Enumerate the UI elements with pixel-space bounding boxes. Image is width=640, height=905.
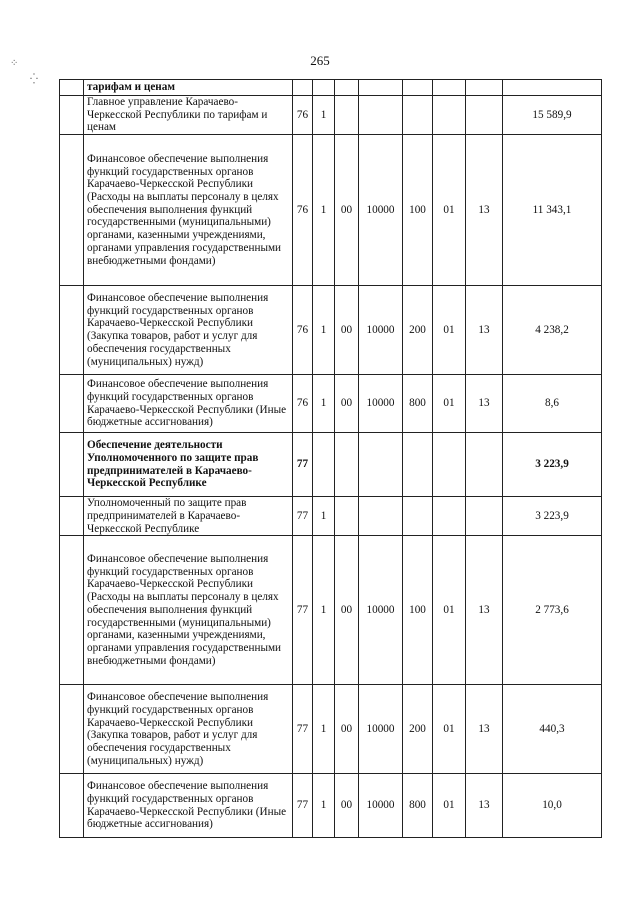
subprogram-cell: 01 xyxy=(433,774,466,838)
expense-type-cell: 200 xyxy=(403,685,433,774)
subprogram-cell xyxy=(433,497,466,536)
name-cell: тарифам и ценам xyxy=(84,80,293,96)
table-row xyxy=(60,286,602,375)
subprogram-cell: 01 xyxy=(433,286,466,375)
item-cell: 13 xyxy=(466,774,503,838)
table-row xyxy=(60,375,602,433)
amount-cell: 11 343,1 xyxy=(503,135,602,286)
item-cell: 13 xyxy=(466,685,503,774)
item-cell: 13 xyxy=(466,286,503,375)
table-row xyxy=(60,536,602,685)
section-cell: 1 xyxy=(313,135,335,286)
section-cell xyxy=(313,80,335,96)
section-cell: 1 xyxy=(313,375,335,433)
admin-code-cell xyxy=(293,80,313,96)
expense-type-cell: 100 xyxy=(403,536,433,685)
subsection-cell: 00 xyxy=(335,286,359,375)
subprogram-cell xyxy=(433,433,466,497)
name-cell: Финансовое обеспечение выполнения функций государственных органов Карачаево-Черкесской Республики (Закупка товаров, работ и услуг для обеспечения государственных (муниципальных) нужд) xyxy=(84,286,293,375)
program-cell xyxy=(359,433,403,497)
amount-cell: 2 773,6 xyxy=(503,536,602,685)
item-cell xyxy=(466,433,503,497)
subprogram-cell: 01 xyxy=(433,375,466,433)
expense-type-cell xyxy=(403,96,433,135)
scan-speck: ⁘ xyxy=(10,58,19,69)
item-cell: 13 xyxy=(466,536,503,685)
section-cell: 1 xyxy=(313,536,335,685)
subsection-cell: 00 xyxy=(335,685,359,774)
expense-type-cell xyxy=(403,433,433,497)
row-number-cell xyxy=(60,774,84,838)
subprogram-cell xyxy=(433,96,466,135)
row-number-cell xyxy=(60,375,84,433)
amount-cell: 8,6 xyxy=(503,375,602,433)
row-number-cell xyxy=(60,685,84,774)
admin-code-cell: 76 xyxy=(293,96,313,135)
section-cell xyxy=(313,433,335,497)
name-cell: Финансовое обеспечение выполнения функций государственных органов Карачаево-Черкесской Республики (Расходы на выплаты персоналу в целях обеспечения выполнения функций государственными (муниципальными) органами, казенными учреждениями, органами управления государственными внебюджетными фондами) xyxy=(84,536,293,685)
name-cell: Уполномоченный по защите прав предпринимателей в Карачаево-Черкесской Республике xyxy=(84,497,293,536)
name-cell: Финансовое обеспечение выполнения функций государственных органов Карачаево-Черкесской Республики (Иные бюджетные ассигнования) xyxy=(84,774,293,838)
section-cell: 1 xyxy=(313,286,335,375)
table-row xyxy=(60,96,602,135)
section-cell: 1 xyxy=(313,96,335,135)
item-cell xyxy=(466,80,503,96)
admin-code-cell: 77 xyxy=(293,774,313,838)
subprogram-cell: 01 xyxy=(433,685,466,774)
expense-type-cell: 800 xyxy=(403,774,433,838)
admin-code-cell: 77 xyxy=(293,433,313,497)
expense-type-cell: 200 xyxy=(403,286,433,375)
program-cell: 10000 xyxy=(359,685,403,774)
expense-type-cell xyxy=(403,80,433,96)
program-cell: 10000 xyxy=(359,536,403,685)
amount-cell: 10,0 xyxy=(503,774,602,838)
row-number-cell xyxy=(60,286,84,375)
table-body xyxy=(60,80,602,838)
name-cell: Обеспечение деятельности Уполномоченного по защите прав предпринимателей в Карачаево-Черкесской Республике xyxy=(84,433,293,497)
row-number-cell xyxy=(60,433,84,497)
subsection-cell xyxy=(335,96,359,135)
subprogram-cell: 01 xyxy=(433,536,466,685)
scan-speck: ⁛ xyxy=(30,74,38,85)
amount-cell: 440,3 xyxy=(503,685,602,774)
program-cell: 10000 xyxy=(359,286,403,375)
subprogram-cell: 01 xyxy=(433,135,466,286)
row-number-cell xyxy=(60,536,84,685)
admin-code-cell: 76 xyxy=(293,286,313,375)
table-row xyxy=(60,433,602,497)
row-number-cell xyxy=(60,135,84,286)
item-cell xyxy=(466,96,503,135)
program-cell: 10000 xyxy=(359,135,403,286)
admin-code-cell: 76 xyxy=(293,375,313,433)
subsection-cell: 00 xyxy=(335,774,359,838)
expense-type-cell: 100 xyxy=(403,135,433,286)
name-cell: Финансовое обеспечение выполнения функций государственных органов Карачаево-Черкесской Республики (Расходы на выплаты персоналу в целях обеспечения выполнения функций государственными (муниципальными) органами, казенными учреждениями, органами управления государственными внебюджетными фондами) xyxy=(84,135,293,286)
expense-type-cell xyxy=(403,497,433,536)
row-number-cell xyxy=(60,497,84,536)
item-cell xyxy=(466,497,503,536)
admin-code-cell: 77 xyxy=(293,685,313,774)
table-row xyxy=(60,774,602,838)
program-cell xyxy=(359,96,403,135)
section-cell: 1 xyxy=(313,774,335,838)
amount-cell: 4 238,2 xyxy=(503,286,602,375)
name-cell: Главное управление Карачаево-Черкесской Республики по тарифам и ценам xyxy=(84,96,293,135)
expense-type-cell: 800 xyxy=(403,375,433,433)
amount-cell: 3 223,9 xyxy=(503,497,602,536)
name-cell: Финансовое обеспечение выполнения функций государственных органов Карачаево-Черкесской Республики (Закупка товаров, работ и услуг для обеспечения государственных (муниципальных) нужд) xyxy=(84,685,293,774)
section-cell: 1 xyxy=(313,497,335,536)
name-cell: Финансовое обеспечение выполнения функций государственных органов Карачаево-Черкесской Республики (Иные бюджетные ассигнования) xyxy=(84,375,293,433)
table-row xyxy=(60,685,602,774)
table-row xyxy=(60,80,602,96)
subsection-cell xyxy=(335,497,359,536)
subprogram-cell xyxy=(433,80,466,96)
amount-cell xyxy=(503,80,602,96)
subsection-cell xyxy=(335,433,359,497)
subsection-cell: 00 xyxy=(335,135,359,286)
row-number-cell xyxy=(60,96,84,135)
page-number: 265 xyxy=(310,53,330,68)
admin-code-cell: 77 xyxy=(293,536,313,685)
row-number-cell xyxy=(60,80,84,96)
program-cell: 10000 xyxy=(359,774,403,838)
admin-code-cell: 76 xyxy=(293,135,313,286)
table-row xyxy=(60,497,602,536)
subsection-cell: 00 xyxy=(335,375,359,433)
amount-cell: 15 589,9 xyxy=(503,96,602,135)
subsection-cell: 00 xyxy=(335,536,359,685)
section-cell: 1 xyxy=(313,685,335,774)
program-cell xyxy=(359,80,403,96)
admin-code-cell: 77 xyxy=(293,497,313,536)
budget-table xyxy=(59,79,602,838)
item-cell: 13 xyxy=(466,375,503,433)
table-row xyxy=(60,135,602,286)
program-cell: 10000 xyxy=(359,375,403,433)
amount-cell: 3 223,9 xyxy=(503,433,602,497)
item-cell: 13 xyxy=(466,135,503,286)
subsection-cell xyxy=(335,80,359,96)
program-cell xyxy=(359,497,403,536)
